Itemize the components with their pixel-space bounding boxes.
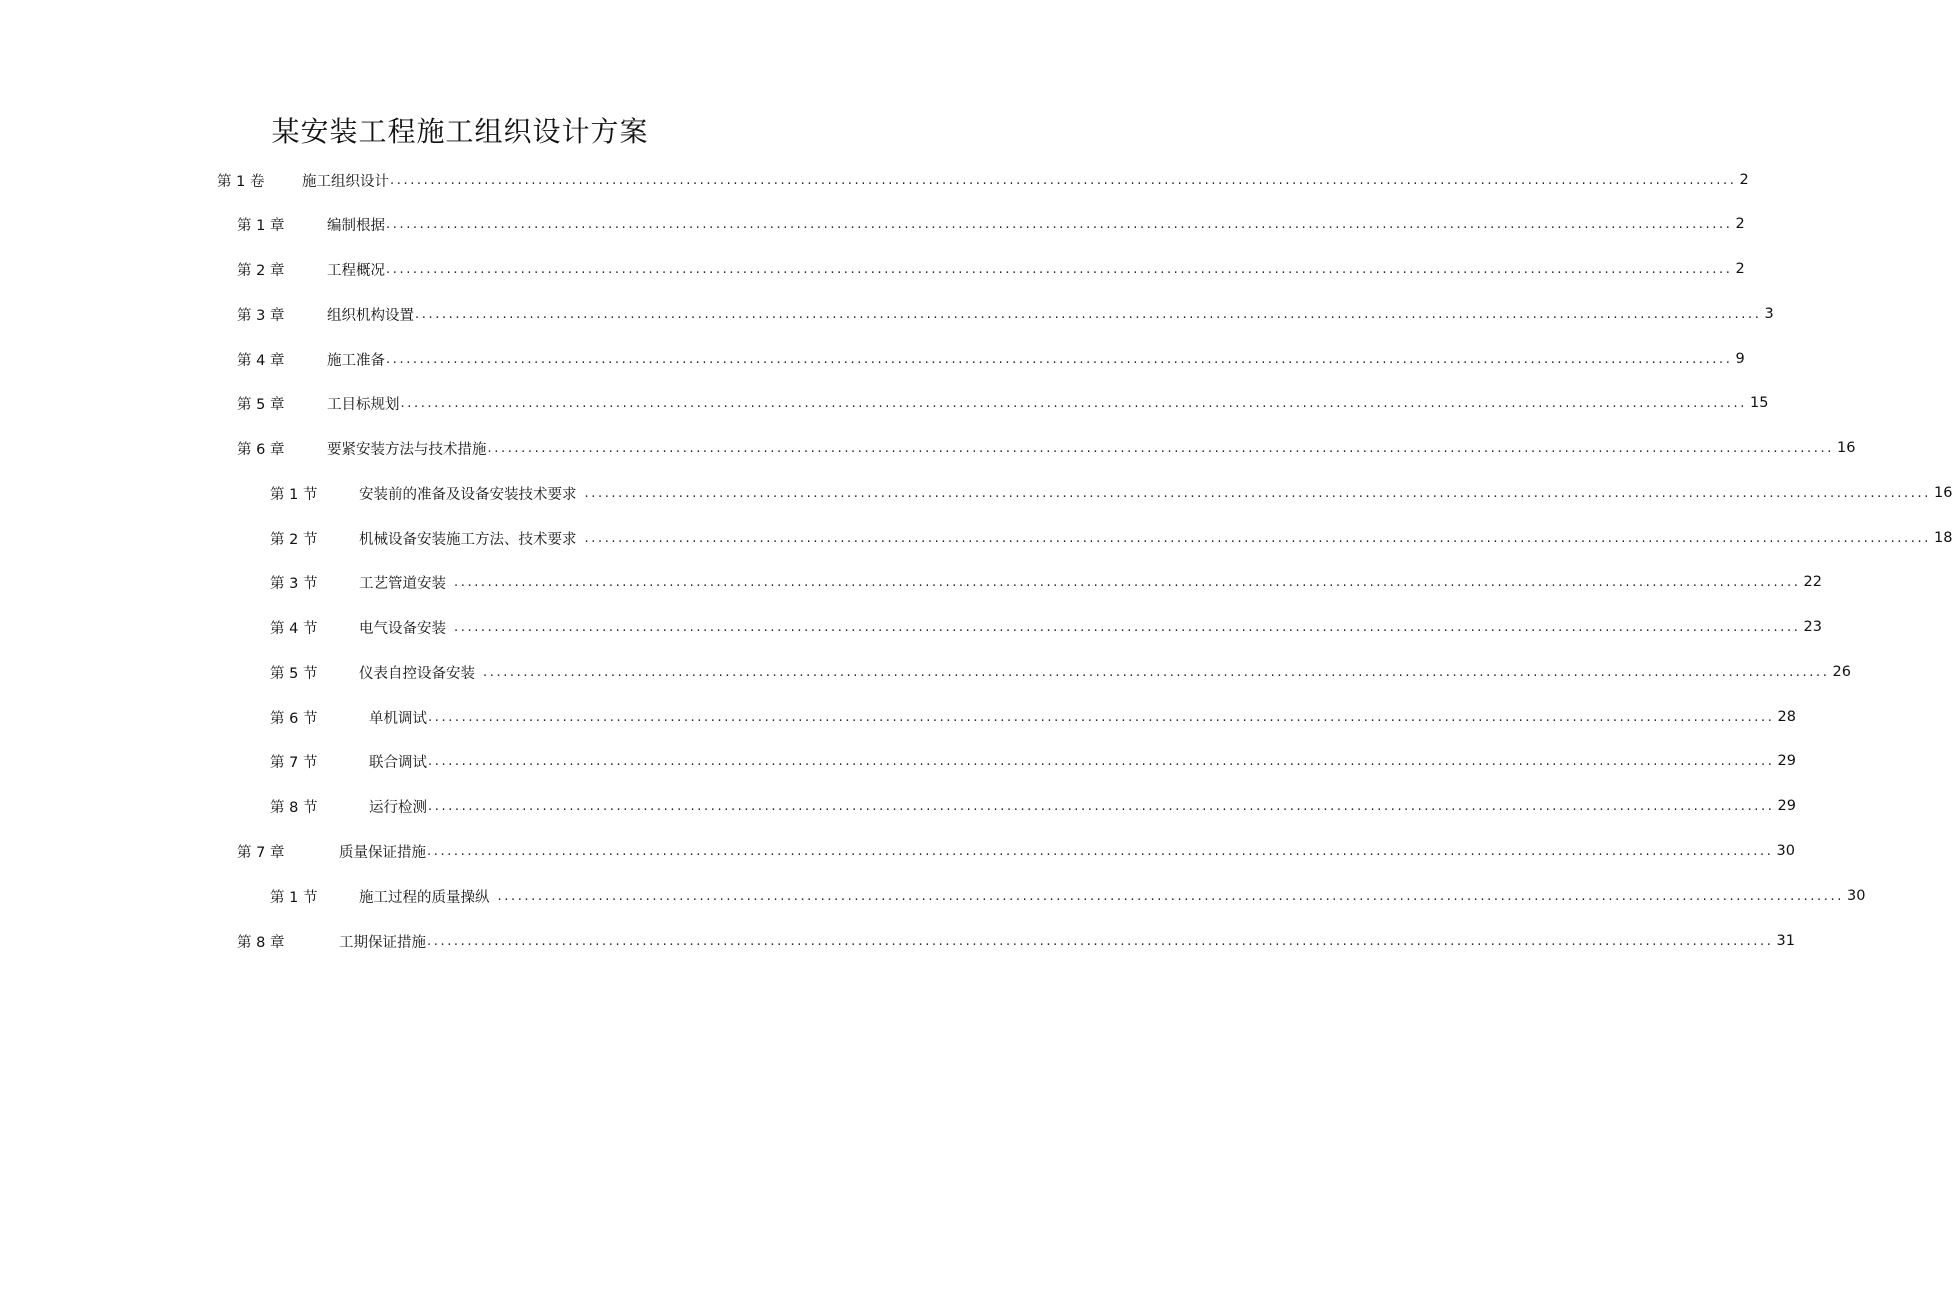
toc-entry-page-number: 26 — [1832, 664, 1851, 680]
toc-entry[interactable] — [237, 391, 1769, 415]
toc-entry-title: 电气设备安装 — [359, 620, 446, 637]
toc-entry-page-number: 23 — [1803, 619, 1822, 635]
toc-entry-title: 质量保证措施 — [339, 844, 426, 861]
toc-entry-title: 工程概况 — [327, 262, 385, 279]
toc-entry-label: 第 4 章 — [237, 352, 285, 369]
toc-entry-title: 联合调试 — [369, 754, 427, 771]
document-title: 某安装工程施工组织设计方案 — [271, 115, 649, 148]
toc-dot-leader: ........................................................................................................................................................................................................ — [386, 352, 1733, 367]
toc-entry[interactable] — [237, 212, 1745, 236]
toc-entry-page-number: 29 — [1777, 753, 1796, 769]
toc-entry-page-number: 16 — [1933, 485, 1952, 501]
toc-entry[interactable] — [270, 705, 1796, 729]
toc-entry[interactable] — [270, 526, 1952, 550]
toc-entry-label: 第 1 节 — [270, 486, 318, 503]
toc-entry[interactable] — [237, 929, 1795, 953]
toc-entry-label: 第 8 节 — [270, 799, 318, 816]
toc-entry-label: 第 5 节 — [270, 665, 318, 682]
toc-entry-page-number: 22 — [1803, 574, 1822, 590]
toc-entry-label: 第 3 章 — [237, 307, 285, 324]
toc-entry-title: 工目标规划 — [327, 396, 400, 413]
toc-dot-leader: ........................................................................................................................................................................................................ — [584, 531, 1931, 546]
toc-entry-label: 第 4 节 — [270, 620, 318, 637]
toc-entry-label: 第 6 章 — [237, 441, 285, 458]
toc-entry-title: 安装前的准备及设备安装技术要求 — [359, 486, 577, 503]
toc-entry-page-number: 15 — [1749, 395, 1769, 411]
toc-entry[interactable] — [237, 436, 1856, 460]
toc-entry-page-number: 28 — [1777, 709, 1796, 725]
toc-entry-title: 要紧安装方法与技术措施 — [327, 441, 487, 458]
toc-entry-page-number: 9 — [1735, 351, 1745, 367]
toc-entry-label: 第 1 节 — [270, 889, 318, 906]
toc-entry-page-number: 31 — [1776, 933, 1795, 949]
toc-entry[interactable] — [270, 749, 1796, 773]
toc-entry-title: 机械设备安装施工方法、技术要求 — [359, 531, 577, 548]
toc-entry[interactable] — [270, 481, 1952, 505]
toc-entry-label: 第 8 章 — [237, 934, 285, 951]
toc-entry-label: 第 2 节 — [270, 531, 318, 548]
toc-dot-leader: ........................................................................................................................................................................................................ — [427, 844, 1774, 859]
toc-dot-leader: ........................................................................................................................................................................................................ — [487, 441, 1834, 456]
toc-entry[interactable] — [217, 168, 1749, 192]
toc-entry-label: 第 7 章 — [237, 844, 285, 861]
toc-entry-page-number: 3 — [1764, 306, 1774, 322]
toc-dot-leader: ........................................................................................................................................................................................................ — [428, 799, 1775, 814]
toc-dot-leader: ........................................................................................................................................................................................................ — [584, 486, 1931, 501]
toc-entry-page-number: 29 — [1777, 798, 1796, 814]
toc-entry-title: 工期保证措施 — [339, 934, 426, 951]
toc-dot-leader: ........................................................................................................................................................................................................ — [428, 710, 1775, 725]
toc-dot-leader: ........................................................................................................................................................................................................ — [427, 934, 1774, 949]
toc-entry-label: 第 7 节 — [270, 754, 318, 771]
toc-entry-title: 编制根据 — [327, 217, 385, 234]
toc-entry-title: 仪表自控设备安装 — [359, 665, 475, 682]
toc-entry[interactable] — [237, 839, 1795, 863]
toc-entry[interactable] — [270, 615, 1822, 639]
toc-entry-page-number: 2 — [1739, 172, 1749, 188]
toc-dot-leader: ........................................................................................................................................................................................................ — [483, 665, 1830, 680]
toc-dot-leader: ........................................................................................................................................................................................................ — [386, 217, 1733, 232]
toc-entry-page-number: 16 — [1836, 440, 1856, 456]
toc-entry-page-number: 30 — [1776, 843, 1795, 859]
toc-dot-leader: ........................................................................................................................................................................................................ — [428, 754, 1775, 769]
toc-entry-title: 运行检测 — [369, 799, 427, 816]
toc-entry-label: 第 6 节 — [270, 710, 318, 727]
toc-entry[interactable] — [270, 884, 1866, 908]
toc-entry[interactable] — [270, 570, 1822, 594]
toc-entry-page-number: 18 — [1933, 530, 1952, 546]
toc-entry-title: 组织机构设置 — [327, 307, 414, 324]
toc-entry-title: 工艺管道安装 — [359, 575, 446, 592]
toc-entry-label: 第 2 章 — [237, 262, 285, 279]
toc-entry-title: 施工组织设计 — [302, 173, 389, 190]
toc-entry[interactable] — [237, 302, 1774, 326]
toc-entry[interactable] — [237, 347, 1745, 371]
toc-dot-leader: ........................................................................................................................................................................................................ — [415, 307, 1762, 322]
toc-entry-title: 施工准备 — [327, 352, 385, 369]
toc-entry-page-number: 30 — [1846, 888, 1866, 904]
toc-dot-leader: ........................................................................................................................................................................................................ — [454, 575, 1801, 590]
toc-entry[interactable] — [270, 660, 1851, 684]
toc-entry[interactable] — [270, 794, 1796, 818]
toc-entry[interactable] — [237, 257, 1745, 281]
toc-entry-title: 施工过程的质量操纵 — [359, 889, 490, 906]
toc-entry-label: 第 1 章 — [237, 217, 285, 234]
toc-dot-leader: ........................................................................................................................................................................................................ — [390, 173, 1737, 188]
toc-dot-leader: ........................................................................................................................................................................................................ — [400, 396, 1747, 411]
toc-dot-leader: ........................................................................................................................................................................................................ — [497, 889, 1844, 904]
toc-entry-title: 单机调试 — [369, 710, 427, 727]
toc-entry-page-number: 2 — [1735, 261, 1745, 277]
toc-entry-page-number: 2 — [1735, 216, 1745, 232]
toc-entry-label: 第 3 节 — [270, 575, 318, 592]
toc-dot-leader: ........................................................................................................................................................................................................ — [454, 620, 1801, 635]
toc-entry-label: 第 1 卷 — [217, 173, 265, 190]
toc-dot-leader: ........................................................................................................................................................................................................ — [386, 262, 1733, 277]
toc-entry-label: 第 5 章 — [237, 396, 285, 413]
